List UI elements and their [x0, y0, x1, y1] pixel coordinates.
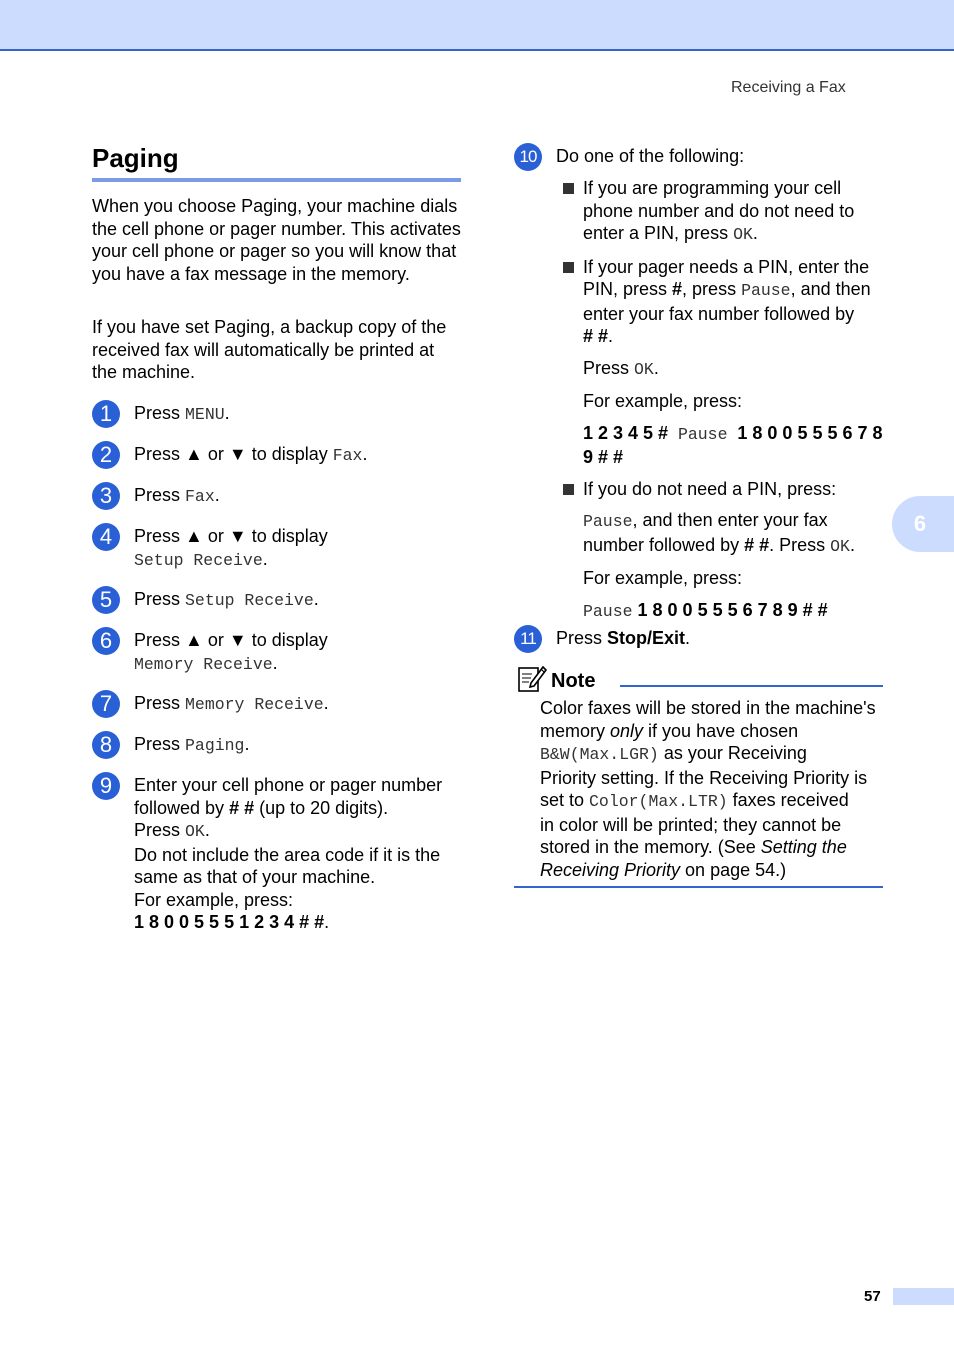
option-text: number followed by	[583, 534, 745, 555]
ok-key-text: OK	[830, 536, 850, 556]
step-9-line: For example, press:	[134, 889, 294, 910]
up-arrow-icon: ▲	[185, 630, 203, 650]
punct: .	[653, 357, 659, 378]
step-number-4: 4	[92, 523, 120, 551]
menu-value: Paging	[185, 736, 245, 755]
punct: .	[685, 628, 691, 648]
example-digits: 9 # #	[583, 447, 624, 467]
note-text: stored in the memory. (See	[540, 837, 761, 857]
cross-reference: Setting the	[760, 837, 847, 857]
note-text: if you have chosen	[643, 720, 799, 741]
step-2-text	[134, 443, 469, 468]
intro-paragraph-1: When you choose Paging, your machine dials the cell phone or pager number. This activates your cell phone or pager so you will know that you have a fax message in the memory.	[92, 196, 461, 284]
step-number-7: 7	[92, 690, 120, 718]
note-label: Note	[551, 670, 596, 692]
punct: .	[849, 534, 855, 555]
example-label: For example, press:	[583, 568, 743, 588]
step-3-text	[134, 484, 469, 509]
stop-exit-key: Stop/Exit	[607, 628, 686, 648]
step-9-text	[134, 774, 469, 934]
step-number-1: 1	[92, 400, 120, 428]
option-line: If you are programming your cell	[583, 178, 842, 198]
ok-key-text: OK	[733, 225, 753, 244]
example-digits: 1 8 0 0 5 5 5 1 2 3 4 # #	[134, 912, 325, 932]
punct: .	[204, 820, 210, 840]
menu-value: Memory Receive	[185, 695, 324, 714]
intro-paragraph-2: If you have set Paging, a backup copy of the received fax will automatically be printed at the machine.	[92, 317, 447, 382]
down-arrow-icon: ▼	[228, 526, 247, 546]
menu-value: Memory Receive	[134, 654, 273, 674]
step-number-3: 3	[92, 482, 120, 510]
pause-key-text: Pause	[668, 424, 738, 444]
note-pencil-icon	[517, 663, 547, 693]
punct: .	[262, 548, 268, 569]
step-9-line: same as that of your machine.	[134, 867, 376, 887]
step-4-text	[134, 525, 469, 572]
step-number-9: 9	[92, 772, 120, 800]
step-number-5: 5	[92, 586, 120, 614]
menu-value: Setup Receive	[134, 550, 263, 570]
footer-band	[893, 1288, 954, 1305]
down-arrow-icon: ▼	[228, 444, 247, 464]
punct: .	[224, 403, 230, 423]
step-9-text-b: (up to 20 digits).	[254, 797, 389, 818]
option-text: , press	[682, 279, 742, 299]
punct: .	[313, 589, 319, 609]
press-text: Press	[134, 820, 186, 840]
step-10-text: Do one of the following:	[556, 146, 745, 166]
menu-value: Setup Receive	[185, 591, 314, 610]
press-text: Press	[556, 628, 608, 648]
to-display-text: to display	[246, 526, 328, 546]
hash-keys: # #	[583, 326, 609, 346]
example-digits: 1 8 0 0 5 5 5 6 7 8	[737, 422, 883, 443]
step-5-text	[134, 588, 469, 613]
example-digits: 1 2 3 4 5 #	[583, 422, 669, 443]
note-emphasis: only	[610, 720, 644, 741]
running-head: Receiving a Fax	[731, 79, 846, 96]
page-title: Paging	[92, 143, 179, 173]
example-label: For example, press:	[583, 391, 743, 411]
step-11-text	[556, 627, 891, 650]
note-text: set to	[540, 790, 590, 810]
press-text: Press	[134, 485, 186, 505]
or-text: or	[202, 444, 229, 464]
step-7-text	[134, 692, 469, 717]
note-text: as your Receiving	[658, 743, 807, 763]
example-digits: 1 8 0 0 5 5 5 6 7 8 9 # #	[632, 599, 828, 620]
step-number-11: 11	[514, 625, 542, 653]
press-text: Press	[134, 630, 186, 650]
punct: .	[752, 223, 758, 243]
step-9-line: Do not include the area code if it is the	[134, 844, 441, 865]
option-text: . Press	[769, 534, 831, 555]
note-box	[514, 662, 883, 888]
title-underline	[92, 178, 461, 182]
punct: .	[362, 444, 368, 464]
bullet-square-icon	[563, 484, 574, 495]
press-text: Press	[134, 693, 186, 713]
up-arrow-icon: ▲	[185, 444, 203, 464]
step-number-6: 6	[92, 627, 120, 655]
setting-value: B&W(Max.LGR)	[540, 745, 659, 764]
up-arrow-icon: ▲	[185, 526, 203, 546]
press-text: Press	[134, 403, 186, 423]
punct: .	[324, 912, 330, 932]
option-no-pin-cell	[563, 177, 893, 247]
press-text: Press	[583, 357, 635, 378]
step-9-text-a: followed by	[134, 797, 230, 818]
pause-key-text: Pause	[583, 601, 633, 621]
bullet-square-icon	[563, 262, 574, 273]
punct: .	[214, 485, 220, 505]
step-number-8: 8	[92, 731, 120, 759]
option-text: , and then enter your fax	[632, 510, 828, 530]
note-line: in color will be printed; they cannot be	[540, 814, 842, 835]
setting-value: Color(Max.LTR)	[589, 792, 728, 811]
option-no-pin	[563, 478, 893, 624]
hash-keys: # #	[744, 534, 770, 555]
pause-key-text: Pause	[741, 281, 791, 300]
menu-key-text: MENU	[185, 405, 225, 424]
note-rule-top	[620, 685, 883, 687]
header-band	[0, 0, 954, 51]
note-text: memory	[540, 720, 611, 741]
option-line: If you do not need a PIN, press:	[583, 478, 837, 499]
bullet-square-icon	[563, 183, 574, 194]
option-text: enter a PIN, press	[583, 223, 734, 243]
option-line: enter your fax number followed by	[583, 303, 855, 324]
menu-value: Fax	[185, 487, 215, 506]
to-display-text: to display	[246, 630, 328, 650]
press-text: Press	[134, 734, 186, 754]
note-line: Priority setting. If the Receiving Priority is	[540, 767, 868, 788]
hash-keys: # #	[229, 797, 255, 818]
step-9-line: Enter your cell phone or pager number	[134, 775, 443, 795]
step-number-2: 2	[92, 441, 120, 469]
hash-key: #	[672, 279, 683, 299]
cross-reference: Receiving Priority	[540, 859, 681, 880]
note-rule-bottom	[514, 886, 883, 888]
ok-key-text: OK	[185, 822, 205, 841]
pause-key-text: Pause	[583, 512, 633, 531]
option-text: PIN, press	[583, 279, 673, 299]
menu-value: Fax	[332, 446, 363, 465]
press-text: Press	[134, 444, 186, 464]
or-text: or	[202, 526, 229, 546]
down-arrow-icon: ▼	[228, 630, 247, 650]
note-text: on page 54.)	[680, 859, 787, 880]
note-body	[540, 697, 885, 881]
step-8-text	[134, 733, 469, 758]
step-1-text	[134, 402, 469, 427]
note-line: Color faxes will be stored in the machine's	[540, 698, 876, 718]
to-display-text: to display	[246, 444, 333, 464]
press-text: Press	[134, 526, 186, 546]
option-pager-pin	[563, 256, 893, 469]
punct: .	[608, 326, 614, 346]
chapter-tab: 6	[892, 496, 954, 552]
page-number: 57	[864, 1288, 881, 1305]
press-text: Press	[134, 589, 186, 609]
punct: .	[272, 652, 278, 673]
note-text: faxes received	[727, 790, 849, 810]
ok-key-text: OK	[634, 359, 654, 379]
option-text: , and then	[790, 279, 871, 299]
punct: .	[323, 693, 329, 713]
step-6-text	[134, 629, 469, 676]
or-text: or	[202, 630, 229, 650]
step-10-options	[563, 177, 893, 623]
punct: .	[244, 734, 250, 754]
option-line: phone number and do not need to	[583, 200, 855, 221]
step-number-10: 10	[514, 143, 542, 171]
option-line: If your pager needs a PIN, enter the	[583, 256, 870, 277]
